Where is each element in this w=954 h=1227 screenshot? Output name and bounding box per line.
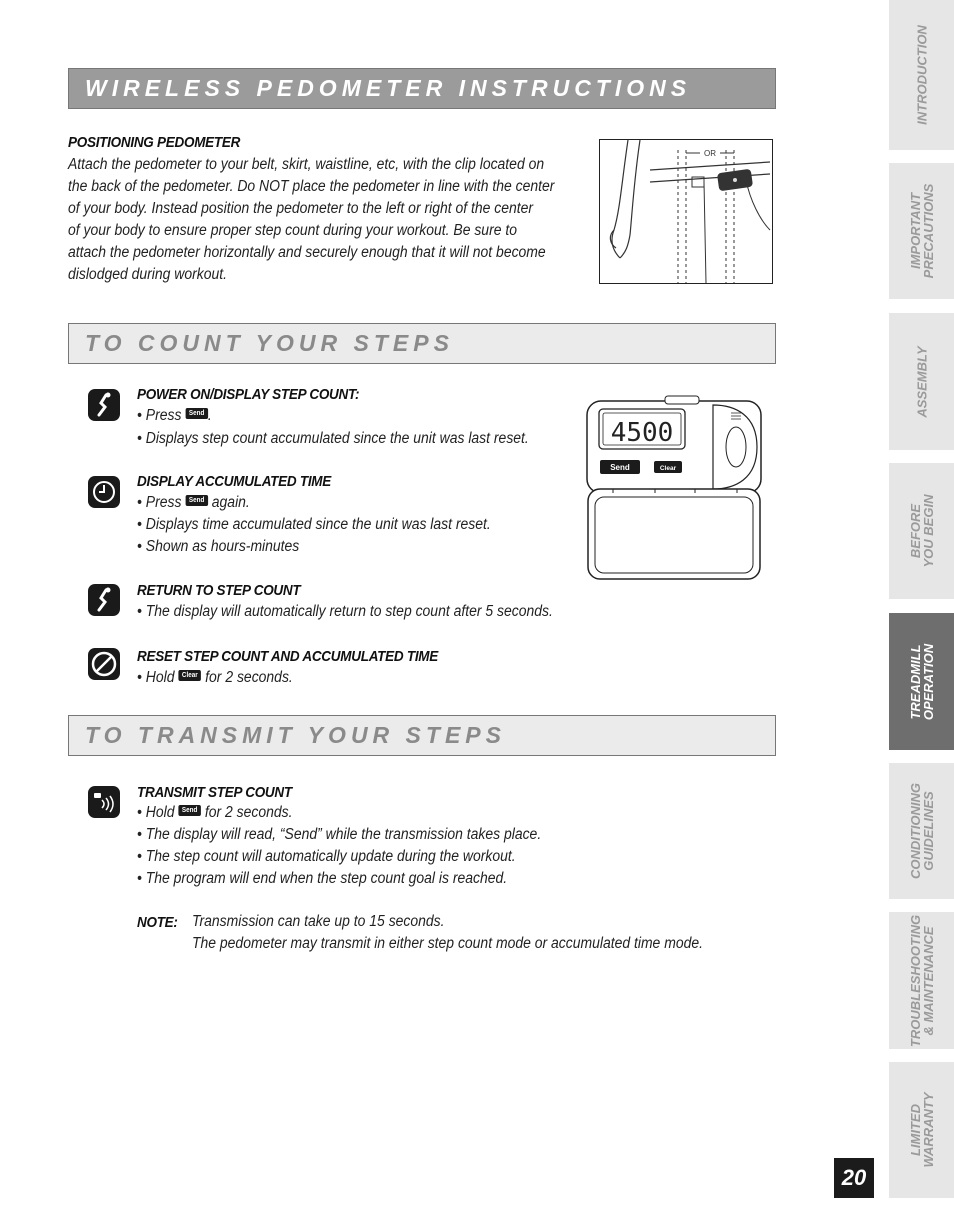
placement-illustration: [599, 139, 773, 284]
tab-limited-warranty[interactable]: [889, 1062, 954, 1198]
bullet-text: • Hold: [137, 804, 179, 821]
bullet-text: again.: [207, 494, 250, 511]
paragraph-line: Attach the pedometer to your belt, skirt, waistline, etc, with the clip located on: [68, 156, 545, 173]
tab-introduction[interactable]: [889, 0, 954, 150]
clock-icon: [88, 476, 120, 508]
tab-important-precautions[interactable]: [889, 163, 954, 299]
paragraph-line: of your body to ensure proper step count during your workout. Be sure to: [68, 222, 517, 239]
tab-label: ASSEMBLY: [914, 345, 929, 418]
transmit-bullet-end: • The program will end when the step count goal is reached.: [137, 870, 508, 887]
paragraph-line: dislodged during workout.: [68, 266, 227, 283]
tab-assembly[interactable]: [889, 313, 954, 450]
send-button-glyph: Send: [178, 805, 201, 816]
bullet-text: for 2 seconds.: [200, 804, 293, 821]
return-bullet: • The display will automatically return to step count after 5 seconds.: [137, 603, 553, 620]
note-line-2: The pedometer may transmit in either step count mode or accumulated time mode.: [192, 935, 703, 952]
bullet-text: for 2 seconds.: [201, 669, 293, 686]
reset-bullet: [137, 669, 293, 687]
or-label: OR: [704, 149, 716, 158]
send-button-glyph: Send: [185, 495, 208, 506]
tab-label: TREADMILL OPERATION: [907, 643, 936, 720]
tab-label: TROUBLESHOOTING & MAINTENANCE: [907, 914, 936, 1047]
tab-label: INTRODUCTION: [914, 25, 929, 125]
bullet-text: • Press: [137, 494, 186, 511]
walker-icon: [88, 584, 120, 616]
note-label: NOTE:: [137, 914, 178, 931]
paragraph-line: the back of the pedometer. Do NOT place the pedometer in line with the center: [68, 178, 555, 195]
send-button-glyph: Send: [185, 408, 208, 419]
tab-before-you-begin[interactable]: [889, 463, 954, 599]
positioning-paragraph: [68, 154, 572, 286]
bullet-text: .: [207, 407, 212, 424]
power-bullet-press: [137, 407, 212, 425]
section-header-wireless: [68, 68, 776, 109]
body-figure: [600, 140, 772, 283]
walker-icon: [88, 389, 120, 421]
return-heading: RETURN TO STEP COUNT: [137, 582, 301, 599]
note-line-1: Transmission can take up to 15 seconds.: [192, 913, 445, 930]
tab-label: CONDITIONING GUIDELINES: [907, 782, 936, 880]
section-header-transmit: [68, 715, 776, 756]
wireless-transmit-icon: [88, 786, 120, 818]
clear-button-glyph: Clear: [178, 670, 201, 681]
time-heading: DISPLAY ACCUMULATED TIME: [137, 473, 332, 490]
transmit-bullet-display: • The display will read, “Send” while the transmission takes place.: [137, 826, 542, 843]
paragraph-line: of your body. Instead position the pedometer to the left or right of the center: [68, 200, 534, 217]
page-number: 20: [834, 1158, 874, 1198]
transmit-heading: TRANSMIT STEP COUNT: [137, 784, 292, 801]
bullet-text: • Hold: [137, 669, 179, 686]
positioning-heading: POSITIONING PEDOMETER: [68, 134, 241, 151]
tab-conditioning-guidelines[interactable]: [889, 763, 954, 899]
tab-treadmill-operation[interactable]: [889, 613, 954, 750]
tab-label: BEFORE YOU BEGIN: [907, 494, 936, 568]
transmit-bullet-hold: [137, 804, 292, 822]
time-bullet-displays: • Displays time accumulated since the unit was last reset.: [137, 516, 491, 533]
tab-troubleshooting[interactable]: [889, 912, 954, 1049]
section-header-count: [68, 323, 776, 364]
reset-icon: [88, 648, 120, 680]
time-bullet-format: • Shown as hours-minutes: [137, 538, 300, 555]
section-title: WIRELESS PEDOMETER INSTRUCTIONS: [85, 75, 692, 101]
transmit-bullet-update: • The step count will automatically update during the workout.: [137, 848, 516, 865]
device-clear-label: Clear: [659, 465, 677, 472]
tab-label: LIMITED WARRANTY: [907, 1092, 936, 1168]
time-bullet-press: [137, 494, 250, 512]
pedometer-device: [585, 395, 765, 585]
paragraph-line: attach the pedometer horizontally and securely enough that it will not become: [68, 244, 546, 261]
section-title: TO TRANSMIT YOUR STEPS: [85, 722, 506, 748]
bullet-text: • Press: [137, 407, 186, 424]
power-heading: POWER ON/DISPLAY STEP COUNT:: [137, 386, 360, 403]
power-bullet-displays: • Displays step count accumulated since the unit was last reset.: [137, 430, 529, 447]
tab-label: IMPORTANT PRECAUTIONS: [907, 183, 936, 279]
section-title: TO COUNT YOUR STEPS: [85, 330, 454, 356]
device-send-label: Send: [610, 463, 630, 472]
reset-heading: RESET STEP COUNT AND ACCUMULATED TIME: [137, 648, 439, 665]
lcd-reading: 4500: [610, 418, 674, 448]
